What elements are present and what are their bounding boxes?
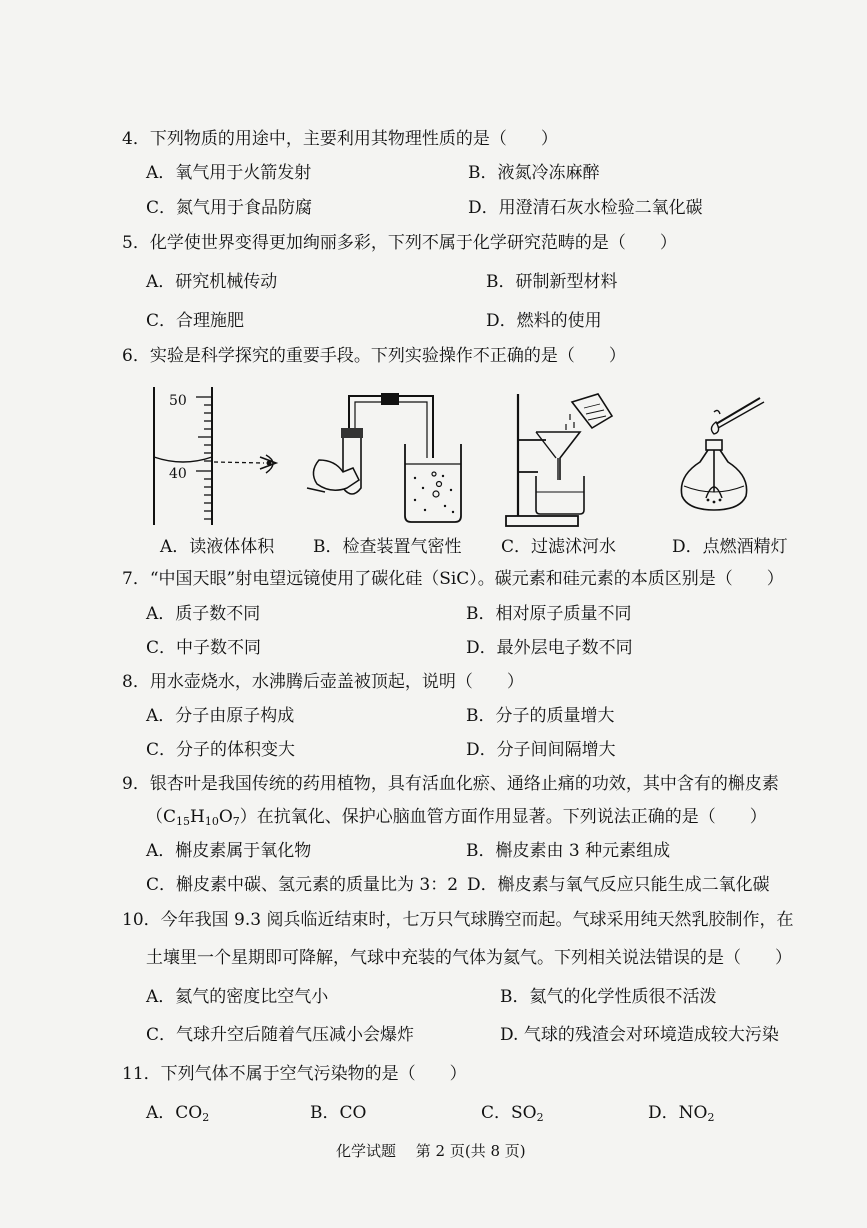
alcohol-lamp-figure bbox=[672, 388, 772, 533]
q9-option-b: B．槲皮素由 3 种元素组成 bbox=[466, 841, 671, 861]
q10-option-c: C．气球升空后随着气压减小会爆炸 bbox=[146, 1025, 415, 1045]
q11-option-d: D．$NO_2$ bbox=[648, 1103, 715, 1124]
airtightness-figure bbox=[305, 388, 475, 533]
q5-option-a: A．研究机械传动 bbox=[146, 272, 278, 292]
q6-option-c: C．过滤沭河水 bbox=[501, 537, 617, 557]
q6-stem: 6．实验是科学探究的重要手段。下列实验操作不正确的是（ ） bbox=[122, 346, 626, 366]
q6-option-d: D．点燃酒精灯 bbox=[672, 537, 788, 557]
q8-option-d: D．分子间间隔增大 bbox=[466, 740, 616, 760]
q10-option-d: D. 气球的残渣会对环境造成较大污染 bbox=[500, 1025, 779, 1045]
q5-stem: 5．化学使世界变得更加绚丽多彩，下列不属于化学研究范畴的是（ ） bbox=[122, 233, 677, 253]
cylinder-label-50: 50 bbox=[169, 393, 187, 409]
q4-option-a: A．氧气用于火箭发射 bbox=[146, 163, 312, 183]
q8-option-b: B．分子的质量增大 bbox=[466, 706, 615, 726]
q5-option-c: C．合理施肥 bbox=[146, 311, 245, 331]
q9-option-d: D．槲皮素与氧气反应只能生成二氧化碳 bbox=[467, 875, 770, 895]
q8-stem: 8．用水壶烧水，水沸腾后壶盖被顶起，说明（ ） bbox=[122, 672, 524, 692]
q8-option-a: A．分子由原子构成 bbox=[146, 706, 295, 726]
q11-option-a: A．$CO_2$ bbox=[146, 1103, 210, 1124]
cylinder-label-40: 40 bbox=[169, 466, 187, 482]
q5-option-b: B．研制新型材料 bbox=[486, 272, 618, 292]
page-footer: 化学试题 第 2 页(共 8 页) bbox=[336, 1142, 526, 1160]
q10-option-b: B．氦气的化学性质很不活泼 bbox=[500, 987, 717, 1007]
q4-option-d: D．用澄清石灰水检验二氧化碳 bbox=[468, 198, 703, 218]
q4-stem: 4．下列物质的用途中，主要利用其物理性质的是（ ） bbox=[122, 129, 558, 149]
q4-option-b: B．液氮冷冻麻醉 bbox=[468, 163, 600, 183]
q11-option-c: C．$SO_2$ bbox=[481, 1103, 544, 1124]
q9-option-c: C．槲皮素中碳、氢元素的质量比为 3：2 bbox=[146, 875, 459, 895]
q11-option-b: B．CO bbox=[310, 1103, 367, 1123]
q9-stem-line1: 9．银杏叶是我国传统的药用植物，具有活血化瘀、通络止痛的功效，其中含有的槲皮素 bbox=[122, 774, 779, 794]
q4-option-c: C．氮气用于食品防腐 bbox=[146, 198, 313, 218]
q8-option-c: C．分子的体积变大 bbox=[146, 740, 296, 760]
q7-option-b: B．相对原子质量不同 bbox=[466, 604, 632, 624]
q5-option-d: D．燃料的使用 bbox=[486, 311, 602, 331]
q7-option-c: C．中子数不同 bbox=[146, 638, 262, 658]
q7-stem: 7．“中国天眼”射电望远镜使用了碳化硅（SiC）。碳元素和硅元素的本质区别是（ ） bbox=[122, 569, 784, 589]
q6-option-a: A．读液体体积 bbox=[160, 537, 275, 557]
q10-stem-line2: 土壤里一个星期即可降解，气球中充装的气体为氦气。下列相关说法错误的是（ ） bbox=[146, 948, 792, 968]
q9-stem-line2: $(C_{15}H_{10}O_7)$在抗氧化、保护心脑血管方面作用显著。下列说法正确的是（ ） bbox=[146, 807, 767, 828]
q6-option-b: B．检查装置气密性 bbox=[313, 537, 462, 557]
filtration-figure bbox=[500, 388, 620, 533]
q7-option-a: A．质子数不同 bbox=[146, 604, 261, 624]
q11-stem: 11．下列气体不属于空气污染物的是（ ） bbox=[122, 1064, 467, 1084]
q10-option-a: A．氦气的密度比空气小 bbox=[146, 987, 329, 1007]
q10-stem-line1: 10．今年我国 9.3 阅兵临近结束时，七万只气球腾空而起。气球采用纯天然乳胶制作，在 bbox=[122, 910, 794, 930]
q9-option-a: A．槲皮素属于氧化物 bbox=[146, 841, 312, 861]
q7-option-d: D．最外层电子数不同 bbox=[466, 638, 633, 658]
